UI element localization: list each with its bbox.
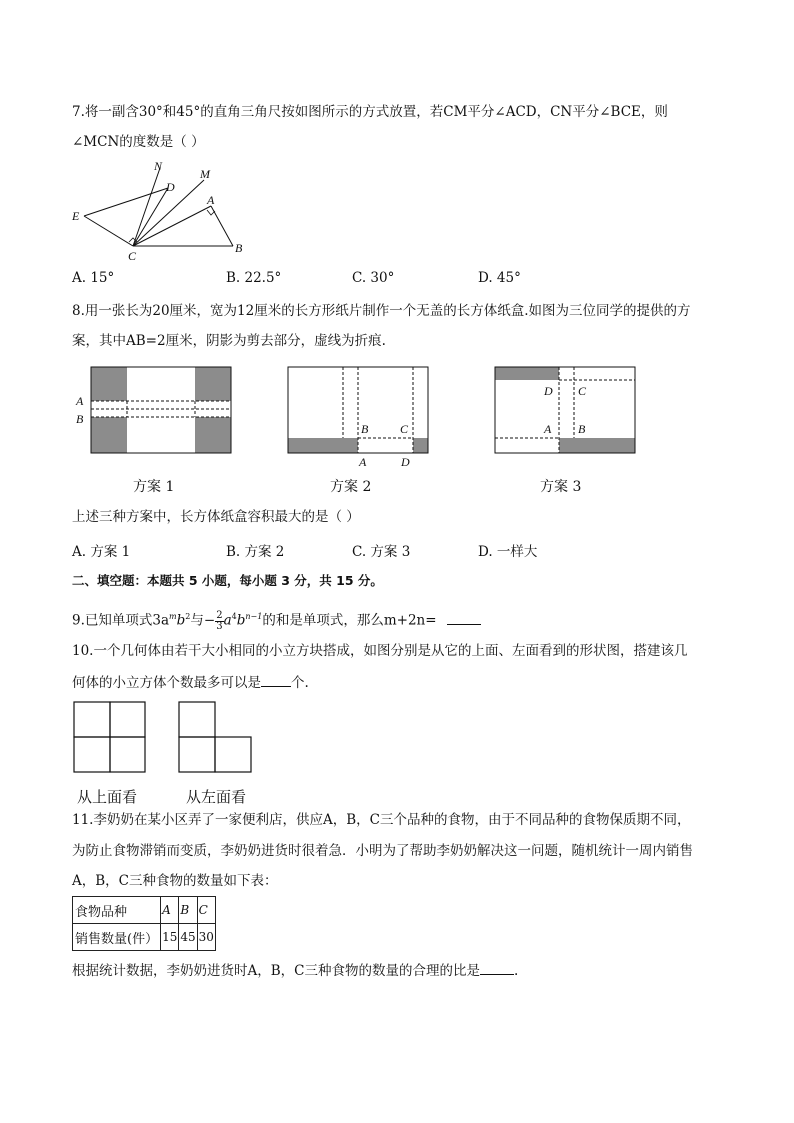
q9-suffix: 的和是单项式，那么m+2n= [262,612,437,629]
q8-text-line1: 8.用一张长为20厘米，宽为12厘米的长方形纸片制作一个无盖的长方体纸盒.如图为三位同学的提供的方 [72,303,691,319]
table-row [73,897,216,924]
scheme2-caption: 方案 2 [330,479,372,495]
q9-mid2: 与− [190,612,216,629]
scheme2-label-D: D [401,455,410,469]
q9-fraction [215,611,223,632]
scheme3-label-C: C [578,384,587,398]
q7-text-line1: 7.将一副含30°和45°的直角三角尺按如图所示的方式放置，若CM平分∠ACD，CN平分∠BCE，则 [72,104,668,120]
q8-option-a: A. 方案 1 [72,544,131,560]
scheme1-figure [74,365,234,465]
scheme3-figure [494,365,644,465]
section-heading-fill-in: 二、填空题：本题共 5 小题，每小题 3 分，共 15 分。 [72,573,383,588]
q9-exp-n: n−1 [245,612,263,621]
q9-exp-4: 4 [231,612,237,621]
q11-text-line4 [72,962,518,980]
table-header-cell: 食物品种 [73,897,161,924]
q10-line2-suffix: 个. [291,675,309,691]
q9-frac-den: 3 [216,620,223,632]
q10-answer-blank [261,674,291,687]
q10-left-view [178,701,258,781]
q9-frac-num: 2 [216,609,223,621]
q7-option-a: A. 15° [72,270,115,286]
scheme1-label-A: A [76,394,84,408]
scheme3-label-B: B [578,422,586,436]
q11-line4-text: 根据统计数据，李奶奶进货时A，B，C三种食物的数量的合理的比是 [72,963,480,979]
scheme3-label-D: D [544,384,553,398]
q10-top-view-caption: 从上面看 [77,788,138,806]
q9-exp-2: 2 [185,612,191,621]
q10-left-view-caption: 从左面看 [186,788,247,806]
q11-text-line2: 为防止食物滞销而变质，李奶奶进货时很着急．小明为了帮助李奶奶解决这一问题，随机统计一周内销售 [72,843,693,859]
table-row [73,924,216,951]
q9-var-b2: b [236,612,246,629]
q8-text-line2: 案，其中AB=2厘米，阴影为剪去部分，虚线为折痕. [72,333,386,349]
table-header-cell: A [161,897,179,924]
scheme3-label-A: A [544,422,552,436]
scheme2-label-A: A [359,455,367,469]
q10-line2-prefix: 何体的小立方体个数最多可以是 [72,675,261,691]
table-header-cell: C [197,897,215,924]
q8-option-c: C. 方案 3 [352,544,411,560]
table-cell: 15 [161,924,179,951]
q7-label-E: E [72,209,80,223]
q10-text-line1: 10.一个几何体由若干大小相同的小立方块搭成，如图分别是从它的上面、左面看到的形状图，搭建该几 [72,643,688,659]
table-cell: 45 [179,924,197,951]
q10-top-view [73,701,153,781]
q7-option-b: B. 22.5° [226,270,282,286]
scheme2-label-B: B [361,422,369,436]
q7-label-M: M [200,167,210,181]
q9-answer-blank [447,612,481,625]
q11-text-line3: A，B，C三种食物的数量如下表： [72,873,278,889]
q7-option-d: D. 45° [478,270,521,286]
q7-text-line2: ∠MCN的度数是（ ） [72,134,205,150]
q9-text [72,602,481,632]
scheme1-caption: 方案 1 [133,479,175,495]
q11-text-line1: 11.李奶奶在某小区弄了一家便利店，供应A，B，C三个品种的食物，由于不同品种的食物保质期不同， [72,812,691,828]
q7-option-c: C. 30° [352,270,395,286]
q9-exp-m: m [169,612,177,621]
q9-var-a: a [223,612,232,629]
q7-label-N: N [154,159,163,173]
q8-option-d: D. 一样大 [478,544,538,560]
q7-angle-figure [66,158,266,268]
q9-prefix: 9.已知单项式3a [72,612,170,629]
q7-label-D: D [166,180,175,194]
q7-label-A: A [207,193,215,207]
q11-line4-suffix: . [514,963,519,979]
q11-answer-blank [480,962,514,975]
q8-option-b: B. 方案 2 [226,544,285,560]
scheme1-label-B: B [76,412,84,426]
scheme2-figure [287,365,437,475]
q11-sales-table [72,896,216,951]
table-header-cell: B [179,897,197,924]
q8-question: 上述三种方案中，长方体纸盒容积最大的是（ ） [72,509,360,525]
table-cell: 30 [197,924,215,951]
q10-text-line2 [72,674,309,692]
q7-label-B: B [235,241,243,255]
q7-label-C: C [128,249,137,263]
scheme3-caption: 方案 3 [540,479,582,495]
q9-var-b1: b [176,612,186,629]
table-cell: 销售数量(件） [73,924,161,951]
scheme2-label-C: C [400,422,409,436]
